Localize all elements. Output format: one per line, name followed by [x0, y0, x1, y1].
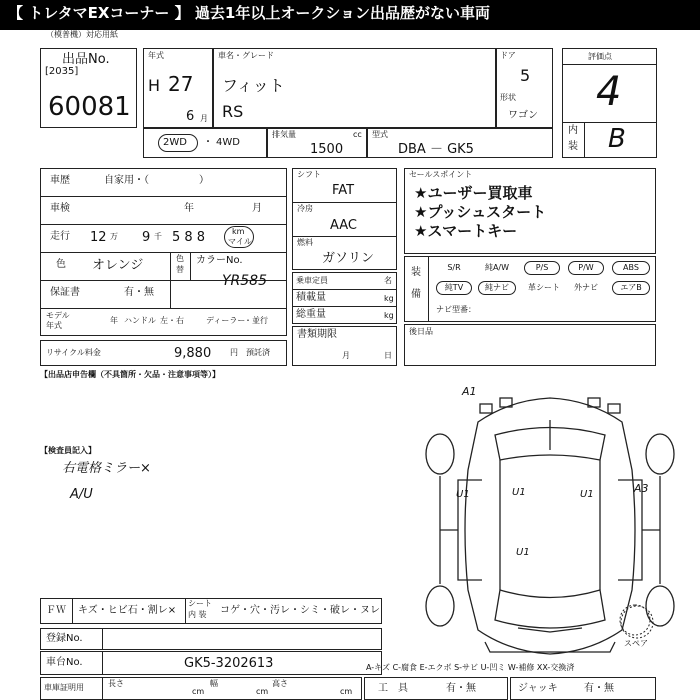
sales-point-2: ★プッシュスタート	[414, 203, 547, 221]
equipment-label-1: 装	[411, 267, 421, 278]
cert-length-unit: cm	[192, 687, 205, 696]
fuel-value: ガソリン	[322, 251, 375, 266]
load-unit: kg	[384, 294, 394, 303]
inspector-note-1: 右電格ミラー×	[62, 461, 151, 476]
mileage-rest: 5 8 8	[172, 230, 206, 245]
damage-mark-rear: U1	[516, 547, 530, 558]
shape-label: 形状	[500, 93, 516, 102]
color-code: YR585	[222, 273, 268, 289]
interior-score: B	[608, 124, 626, 154]
sales-point-3: ★スマートキー	[414, 222, 518, 240]
mileage-label: 走行	[50, 231, 70, 242]
dealer-value: ・並行	[244, 316, 268, 325]
capacity-unit: 名	[384, 276, 392, 285]
year-label: 年式	[148, 51, 164, 60]
equipment-label-2: 備	[411, 289, 421, 300]
color-change-2: 替	[176, 265, 184, 274]
year-era: H	[148, 76, 161, 95]
model-year-label-1: モデル	[46, 311, 70, 320]
aftermarket-box	[404, 324, 656, 366]
top-note: （模普機）対応用紙	[46, 30, 118, 39]
year-value: 27	[168, 72, 194, 96]
car-condition-diagram	[400, 380, 700, 680]
door-value: 5	[520, 66, 531, 85]
grade-label: 評価点	[588, 52, 612, 61]
recycle-status: 預託済	[246, 348, 270, 357]
inspection-month: 月	[252, 203, 262, 214]
recycle-unit: 円	[230, 348, 238, 357]
recycle-label: リサイクル料金	[46, 348, 101, 357]
equip-ext-navi: 外ナビ	[574, 283, 598, 292]
drive-2wd: 2WD	[163, 137, 187, 148]
seat-label-1: シート	[188, 599, 212, 608]
car-grade: RS	[222, 102, 244, 121]
jack-label: ジャッキ	[518, 683, 558, 694]
shift-value: FAT	[332, 183, 355, 198]
history-label: 車歴	[50, 175, 70, 186]
chassis-label: 車台No.	[46, 657, 83, 668]
color-label: 色	[56, 259, 66, 270]
shape-value: ワゴン	[508, 110, 538, 121]
cert-length-label: 長さ	[108, 679, 124, 688]
drive-4wd: 4WD	[216, 137, 240, 148]
gross-label: 総重量	[296, 309, 326, 320]
spare-label: スペア	[624, 639, 648, 648]
inspection-label: 車検	[50, 203, 70, 214]
tools-value: 有・無	[446, 683, 476, 694]
interior-label-1: 内	[568, 125, 578, 136]
dealer-label: ディーラー	[206, 316, 246, 325]
color-code-label: カラーNo.	[196, 255, 243, 266]
damage-mark-right: A3	[634, 482, 649, 495]
inspection-year: 年	[184, 203, 194, 214]
tools-label: 工 具	[378, 683, 408, 694]
ac-value: AAC	[330, 218, 357, 233]
shift-label: シフト	[297, 170, 321, 179]
damage-mark-roof: U1	[512, 487, 526, 498]
banner-text: 【 トレタマEXコーナー 】 過去1年以上オークション出品歴がない車両	[8, 4, 491, 22]
displacement-label: 排気量	[272, 130, 296, 139]
model-year-label-2: 年式	[46, 321, 62, 330]
damage-legend: A-キズ C-腐食 E-エクボ S-サビ U-凹ミ W-補修 XX-交換済	[366, 663, 575, 672]
equip-abs: ABS	[612, 261, 650, 275]
door-label: ドア	[500, 51, 516, 60]
warranty-label: 保証書	[50, 287, 80, 298]
mileage-sen: 9	[142, 230, 151, 245]
cert-height-unit: cm	[340, 687, 353, 696]
seller-notes-label: 【出品店申告欄（不具箇所・欠品・注意事項等）】	[40, 370, 220, 379]
inspector-note-2: A/U	[70, 487, 93, 502]
inspector-label: 【検査員記入】	[40, 446, 96, 455]
fw-items: キズ・ヒビ石・割レ×	[78, 605, 177, 616]
ac-label: 冷房	[297, 204, 313, 213]
aftermarket-label: 後日品	[409, 327, 433, 336]
lot-lane: [2035]	[45, 66, 79, 77]
cert-width-unit: cm	[256, 687, 269, 696]
equip-airbag: エアB	[612, 281, 650, 295]
sales-point-1: ★ユーザー買取車	[414, 184, 533, 202]
damage-mark-right-door: U1	[580, 489, 594, 500]
displacement-unit: cc	[353, 130, 362, 139]
sales-point-label: セールスポイント	[409, 170, 473, 179]
car-model: フィット	[222, 76, 285, 95]
grade-score: 4	[596, 69, 622, 115]
displacement-value: 1500	[310, 142, 344, 157]
model-code-label: 型式	[372, 130, 388, 139]
drive-dot: ・	[203, 137, 213, 148]
damage-mark-front: A1	[462, 385, 477, 398]
navi-model-label: ナビ型番：	[436, 305, 476, 314]
warranty-value: 有・無	[124, 287, 154, 298]
name-label: 車名・グレード	[218, 51, 274, 60]
cert-width-label: 幅	[210, 679, 218, 688]
year-month: 6	[186, 109, 195, 124]
mileage-km: km	[232, 227, 245, 236]
model-year-unit: 年	[110, 316, 118, 325]
doc-deadline-label: 書類期限	[297, 329, 337, 340]
load-label: 積載量	[296, 292, 326, 303]
equip-ps: P/S	[524, 261, 560, 275]
registration-row	[40, 628, 382, 650]
model-code-value: DBA － GK5	[398, 142, 474, 157]
color-change-1: 色	[176, 254, 184, 263]
equip-navi: 純ナビ	[478, 281, 516, 295]
equip-leather: 革シート	[528, 283, 560, 292]
recycle-value: 9,880	[174, 346, 212, 361]
color-value: オレンジ	[92, 258, 144, 273]
gross-unit: kg	[384, 311, 394, 320]
history-value: 自家用・（ ）	[104, 175, 209, 186]
year-month-unit: 月	[200, 114, 208, 123]
mileage-sen-unit: 千	[154, 232, 162, 241]
fuel-label: 燃料	[297, 238, 313, 247]
lot-label: 出品No.	[62, 52, 110, 67]
handle-value: 左・右	[160, 316, 184, 325]
cert-height-label: 高さ	[272, 679, 288, 688]
equip-sunroof: S/R	[447, 263, 461, 272]
jack-value: 有・無	[584, 683, 614, 694]
equip-tv: 純TV	[436, 281, 472, 295]
damage-mark-left-door: U1	[456, 489, 470, 500]
lot-number: 60081	[48, 92, 131, 122]
equip-alloy: 純A/W	[484, 263, 510, 272]
handle-label: ハンドル	[124, 316, 156, 325]
mileage-man: 12	[90, 230, 107, 245]
interior-label-2: 装	[568, 141, 578, 152]
doc-deadline-month: 月	[342, 351, 350, 360]
interior-items: コゲ・穴・汚レ・シミ・破レ・ヌレ	[220, 605, 380, 616]
registration-label: 登録No.	[46, 633, 83, 644]
seat-label-2: 内 装	[188, 610, 207, 619]
chassis-value: GK5-3202613	[184, 656, 274, 671]
mileage-mile: マイル	[228, 237, 252, 246]
doc-deadline-day: 日	[384, 351, 392, 360]
mileage-man-unit: 万	[110, 232, 118, 241]
capacity-label: 乗車定員	[296, 276, 328, 285]
equip-pw: P/W	[568, 261, 604, 275]
garage-cert-label: 車庫証明用	[44, 683, 84, 692]
fw-label: ＦＷ	[46, 605, 66, 616]
